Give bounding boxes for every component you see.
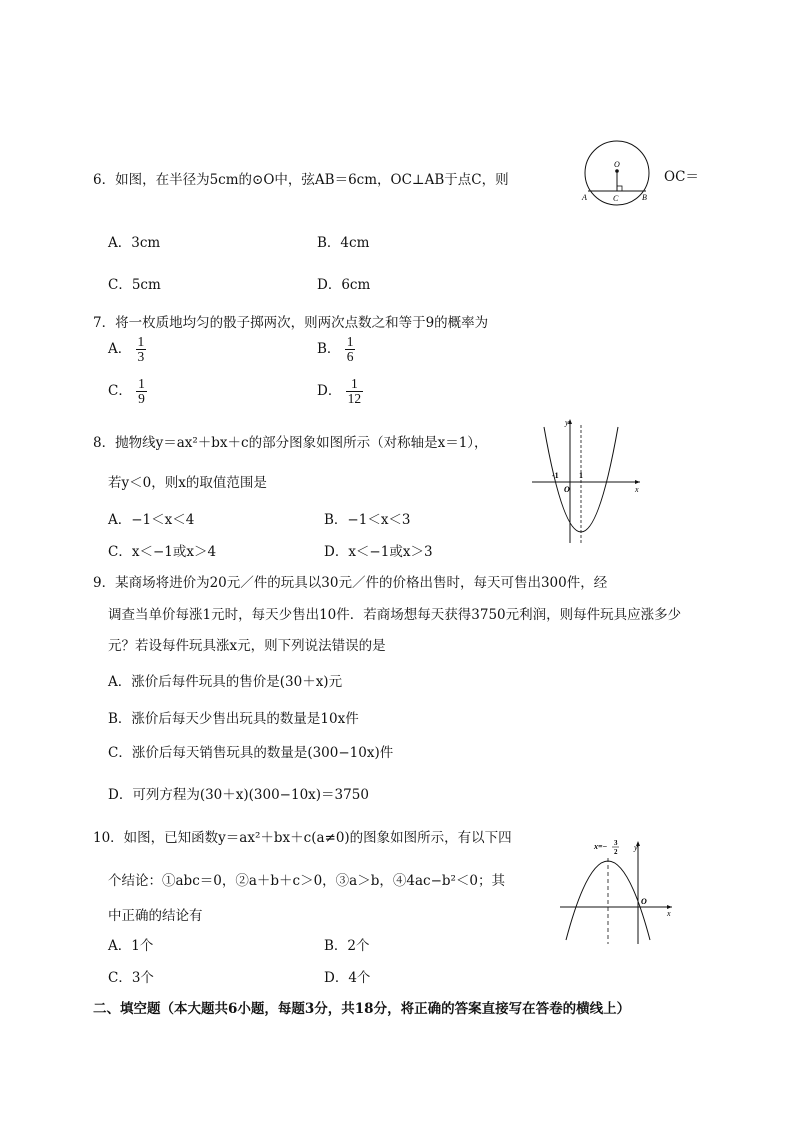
q9-line1: 9．某商场将进价为20元／件的玩具以30元／件的价格出售时，每天可售出300件，经 xyxy=(93,575,608,591)
q9-option-c[interactable]: C．涨价后每天销售玩具的数量是(300−10x)件 xyxy=(108,745,394,761)
q6-option-d[interactable]: D．6cm xyxy=(317,277,371,293)
label-origin: O xyxy=(641,897,647,906)
q9-option-a[interactable]: A．涨价后每件玩具的售价是(30＋x)元 xyxy=(108,674,343,690)
q9-option-b[interactable]: B．涨价后每天少售出玩具的数量是10x件 xyxy=(108,711,359,727)
q7-option-a-fraction: $\frac{1}{3}$ xyxy=(137,334,145,365)
q10-option-a[interactable]: A．1个 xyxy=(108,938,154,954)
q7-option-c-letter: C． xyxy=(108,383,132,400)
q7-stem: 7．将一枚质地均匀的骰子掷两次，则两次点数之和等于9的概率为 xyxy=(93,315,489,331)
label-a: A xyxy=(582,193,587,202)
q6-option-c[interactable]: C．5cm xyxy=(108,277,161,293)
center-point xyxy=(615,169,619,173)
right-angle-mark xyxy=(617,186,622,191)
q10-line2: 个结论：①abc＝0，②a＋b＋c＞0，③a＞b，④4ac−b²＜0；其 xyxy=(108,873,506,889)
q7-option-d-fraction: $\frac{1}{12}$ xyxy=(347,376,362,407)
q10-option-d[interactable]: D．4个 xyxy=(324,970,371,986)
q10-line3: 中正确的结论有 xyxy=(108,908,203,924)
label-one: 1 xyxy=(579,471,583,480)
q8-parabola-figure xyxy=(528,415,646,545)
q7-option-c-fraction: $\frac{1}{9}$ xyxy=(138,376,145,407)
q8-line2: 若y＜0，则x的取值范围是 xyxy=(108,475,267,491)
q7-option-a-letter: A． xyxy=(108,341,132,358)
label-axis-eq: x=− xyxy=(594,842,608,851)
label-o: O xyxy=(614,160,620,169)
q6-option-b[interactable]: B．4cm xyxy=(317,235,370,251)
label-axis-den: 2 xyxy=(614,848,618,856)
q10-option-c[interactable]: C．3个 xyxy=(108,970,154,986)
q7-option-a[interactable] xyxy=(108,335,146,364)
q8-option-d[interactable]: D．x＜−1或x＞3 xyxy=(324,544,433,560)
y-axis-arrow xyxy=(568,419,572,424)
q7-option-c[interactable] xyxy=(108,377,147,406)
q7-option-b-fraction: $\frac{1}{6}$ xyxy=(346,334,354,365)
q10-parabola-figure xyxy=(556,828,678,946)
q8-stem: 8．抛物线y＝ax²＋bx＋c的部分图象如图所示（对称轴是x＝1）， xyxy=(93,435,488,451)
q6-circle-figure xyxy=(580,140,655,210)
q7-option-b[interactable] xyxy=(317,335,355,364)
label-c: C xyxy=(613,194,619,203)
x-axis-arrow xyxy=(635,480,640,484)
q7-option-d[interactable] xyxy=(317,377,363,406)
label-origin: O xyxy=(564,485,570,494)
q8-option-a[interactable]: A．−1＜x＜4 xyxy=(108,512,195,528)
label-x: x xyxy=(667,909,671,918)
label-x: x xyxy=(635,485,639,494)
label-neg1: -1 xyxy=(552,471,559,480)
q10-option-b[interactable]: B．2个 xyxy=(324,938,370,954)
q6-tail: OC＝ xyxy=(664,169,699,185)
label-y: y xyxy=(565,418,569,427)
q7-option-b-letter: B． xyxy=(317,341,341,358)
q10-line1: 10．如图，已知函数y＝ax²＋bx＋c(a≠0)的图象如图所示，有以下四 xyxy=(93,830,512,846)
q8-option-c[interactable]: C．x＜−1或x＞4 xyxy=(108,544,217,560)
q8-option-b[interactable]: B．−1＜x＜3 xyxy=(324,512,411,528)
q9-option-d[interactable]: D．可列方程为(30＋x)(300−10x)＝3750 xyxy=(108,787,369,803)
label-axis-num: 3 xyxy=(614,839,618,847)
q9-line3: 元？若设每件玩具涨x元，则下列说法错误的是 xyxy=(108,638,386,654)
q9-line2: 调查当单价每涨1元时，每天少售出10件．若商场想每天获得3750元利润，则每件玩具应涨多少 xyxy=(108,607,682,623)
q7-option-d-letter: D． xyxy=(317,383,342,400)
q6-stem: 6．如图，在半径为5cm的⊙O中，弦AB＝6cm，OC⊥AB于点C，则 xyxy=(93,172,509,188)
label-y: y xyxy=(634,843,638,852)
section2-header: 二、填空题（本大题共6小题，每题3分，共18分，将正确的答案直接写在答卷的横线上） xyxy=(93,1001,631,1017)
q6-option-a[interactable]: A．3cm xyxy=(108,235,161,251)
label-b: B xyxy=(642,193,647,202)
